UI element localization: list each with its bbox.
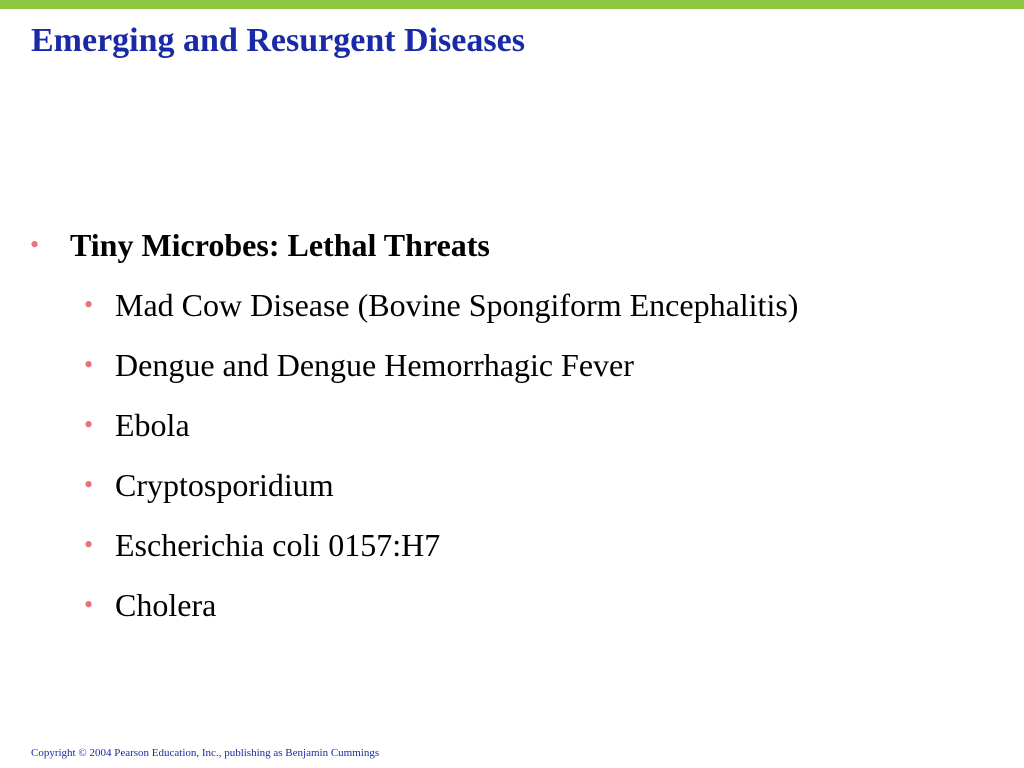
bullet-heading <box>30 224 490 266</box>
list-item-text: Dengue and Dengue Hemorrhagic Fever <box>115 347 634 383</box>
list-item <box>84 524 440 566</box>
list-item-text: Cholera <box>115 587 217 623</box>
bullet-heading-text: Tiny Microbes: Lethal Threats <box>70 227 490 263</box>
bullet-dot-icon: • <box>84 350 94 379</box>
list-item <box>84 284 798 326</box>
list-item <box>84 404 190 446</box>
list-item-text: Escherichia coli 0157:H7 <box>115 527 441 563</box>
list-item <box>84 344 634 386</box>
list-item <box>84 464 334 506</box>
bullet-dot-icon: • <box>84 410 94 439</box>
bullet-dot-icon: • <box>84 470 94 499</box>
list-item <box>84 584 216 626</box>
copyright-footer: Copyright © 2004 Pearson Education, Inc., publishing as Benjamin Cummings <box>31 747 380 759</box>
list-item-text: Ebola <box>115 407 190 443</box>
bullet-dot-icon: • <box>30 230 40 259</box>
bullet-dot-icon: • <box>84 590 94 619</box>
slide-title: Emerging and Resurgent Diseases <box>31 22 525 59</box>
bullet-dot-icon: • <box>84 530 94 559</box>
list-item-text: Mad Cow Disease (Bovine Spongiform Encephalitis) <box>115 287 799 323</box>
top-accent-bar <box>0 0 1024 9</box>
list-item-text: Cryptosporidium <box>115 467 334 503</box>
bullet-dot-icon: • <box>84 290 94 319</box>
